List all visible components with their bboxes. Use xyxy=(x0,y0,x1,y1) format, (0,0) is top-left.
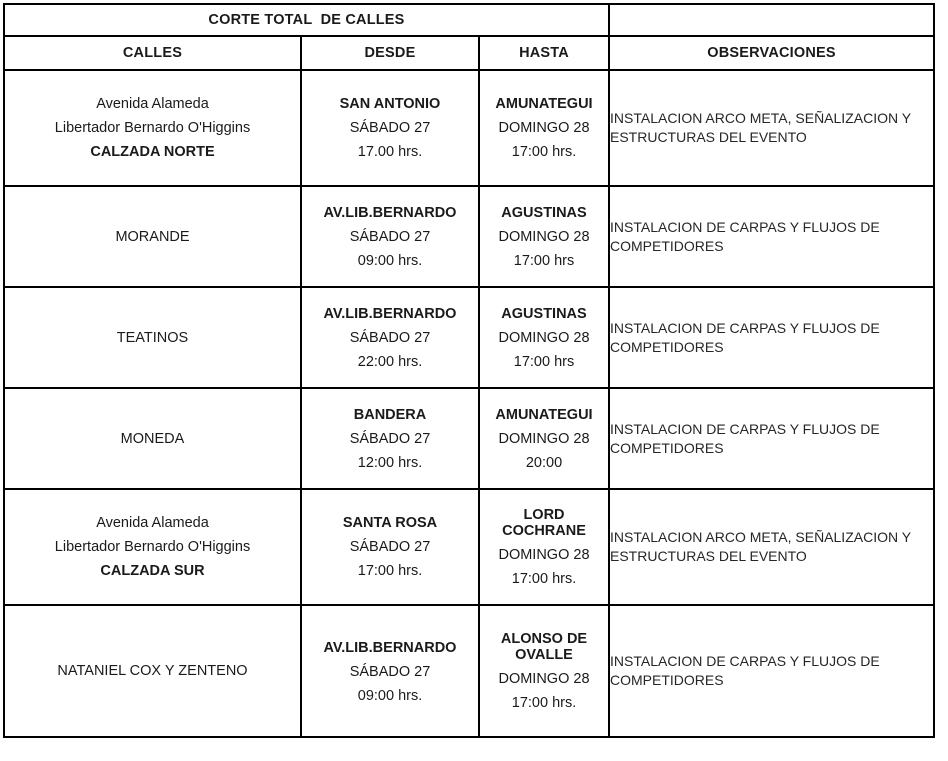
table-row xyxy=(4,605,934,737)
desde-hora: 17:00 hrs. xyxy=(357,563,423,579)
desde-lugar: SAN ANTONIO xyxy=(339,96,441,112)
hasta-lugar: AGUSTINAS xyxy=(501,305,587,322)
calles-line-1: Avenida Alameda xyxy=(96,96,209,112)
hasta-hora: 17:00 hrs xyxy=(513,353,575,370)
calles-line-2: NATANIEL COX Y ZENTENO xyxy=(57,663,248,679)
desde-hora: 09:00 hrs. xyxy=(357,252,423,269)
column-header-hasta: HASTA xyxy=(479,36,609,70)
cell-hasta xyxy=(479,605,609,737)
calles-line-2: Libertador Bernardo O'Higgins xyxy=(54,539,251,555)
cell-observaciones: INSTALACION ARCO META, SEÑALIZACION Y ESTRUCTURAS DEL EVENTO xyxy=(609,489,934,605)
desde-dia: SÁBADO 27 xyxy=(349,430,431,447)
hasta-hora: 17:00 hrs. xyxy=(511,144,577,160)
hasta-lugar: AMUNATEGUI xyxy=(495,406,593,423)
calles-line-3: CALZADA SUR xyxy=(100,563,205,579)
table-row xyxy=(4,388,934,489)
cell-observaciones: INSTALACION DE CARPAS Y FLUJOS DE COMPETIDORES xyxy=(609,605,934,737)
desde-hora: 22:00 hrs. xyxy=(357,353,423,370)
hasta-lugar: AMUNATEGUI xyxy=(495,96,593,112)
street-closure-table xyxy=(3,3,935,738)
cell-observaciones: INSTALACION DE CARPAS Y FLUJOS DE COMPETIDORES xyxy=(609,287,934,388)
hasta-dia: DOMINGO 28 xyxy=(498,547,590,563)
cell-desde xyxy=(301,489,479,605)
cell-calles xyxy=(4,388,301,489)
cell-desde xyxy=(301,70,479,186)
table-row xyxy=(4,186,934,287)
hasta-dia: DOMINGO 28 xyxy=(498,329,590,346)
calles-line-1: Avenida Alameda xyxy=(96,515,209,531)
desde-lugar: BANDERA xyxy=(353,406,427,423)
cell-calles xyxy=(4,186,301,287)
desde-lugar: AV.LIB.BERNARDO xyxy=(323,204,457,221)
calles-line-2: MONEDA xyxy=(120,430,185,447)
desde-hora: 09:00 hrs. xyxy=(357,688,423,704)
cell-hasta xyxy=(479,287,609,388)
desde-dia: SÁBADO 27 xyxy=(349,120,431,136)
hasta-dia: DOMINGO 28 xyxy=(498,120,590,136)
desde-lugar: AV.LIB.BERNARDO xyxy=(323,305,457,322)
hasta-hora: 17:00 hrs. xyxy=(511,695,577,711)
table-title-row xyxy=(4,4,934,36)
column-header-observaciones: OBSERVACIONES xyxy=(609,36,934,70)
desde-lugar: AV.LIB.BERNARDO xyxy=(323,640,457,656)
table-row xyxy=(4,70,934,186)
desde-lugar: SANTA ROSA xyxy=(342,515,438,531)
hasta-dia: DOMINGO 28 xyxy=(498,671,590,687)
cell-hasta xyxy=(479,388,609,489)
cell-desde xyxy=(301,287,479,388)
cell-calles xyxy=(4,489,301,605)
cell-desde xyxy=(301,186,479,287)
page-title: CORTE TOTAL DE CALLES xyxy=(4,4,609,36)
hasta-lugar: ALONSO DE OVALLE xyxy=(500,631,588,663)
calles-line-2: TEATINOS xyxy=(116,329,189,346)
cell-observaciones: INSTALACION DE CARPAS Y FLUJOS DE COMPETIDORES xyxy=(609,388,934,489)
cell-hasta xyxy=(479,186,609,287)
calles-line-3: CALZADA NORTE xyxy=(90,144,215,160)
hasta-hora: 20:00 xyxy=(525,454,563,471)
cell-calles xyxy=(4,287,301,388)
cell-observaciones: INSTALACION DE CARPAS Y FLUJOS DE COMPETIDORES xyxy=(609,186,934,287)
desde-dia: SÁBADO 27 xyxy=(349,539,431,555)
hasta-lugar: AGUSTINAS xyxy=(501,204,587,221)
column-header-desde: DESDE xyxy=(301,36,479,70)
hasta-lugar: LORD COCHRANE xyxy=(502,507,586,539)
cell-desde xyxy=(301,605,479,737)
hasta-hora: 17:00 hrs. xyxy=(511,571,577,587)
calles-line-2: MORANDE xyxy=(115,228,190,245)
title-row-empty-cell xyxy=(609,4,934,36)
hasta-dia: DOMINGO 28 xyxy=(498,228,590,245)
calles-line-2: Libertador Bernardo O'Higgins xyxy=(54,120,251,136)
hasta-hora: 17:00 hrs xyxy=(513,252,575,269)
desde-hora: 12:00 hrs. xyxy=(357,454,423,471)
table-header-row xyxy=(4,36,934,70)
table-row xyxy=(4,489,934,605)
hasta-dia: DOMINGO 28 xyxy=(498,430,590,447)
cell-calles xyxy=(4,70,301,186)
cell-hasta xyxy=(479,489,609,605)
desde-dia: SÁBADO 27 xyxy=(349,664,431,680)
cell-observaciones: INSTALACION ARCO META, SEÑALIZACION Y ESTRUCTURAS DEL EVENTO xyxy=(609,70,934,186)
column-header-calles: CALLES xyxy=(4,36,301,70)
cell-calles xyxy=(4,605,301,737)
cell-hasta xyxy=(479,70,609,186)
desde-hora: 17.00 hrs. xyxy=(357,144,423,160)
table-row xyxy=(4,287,934,388)
cell-desde xyxy=(301,388,479,489)
desde-dia: SÁBADO 27 xyxy=(349,329,431,346)
desde-dia: SÁBADO 27 xyxy=(349,228,431,245)
